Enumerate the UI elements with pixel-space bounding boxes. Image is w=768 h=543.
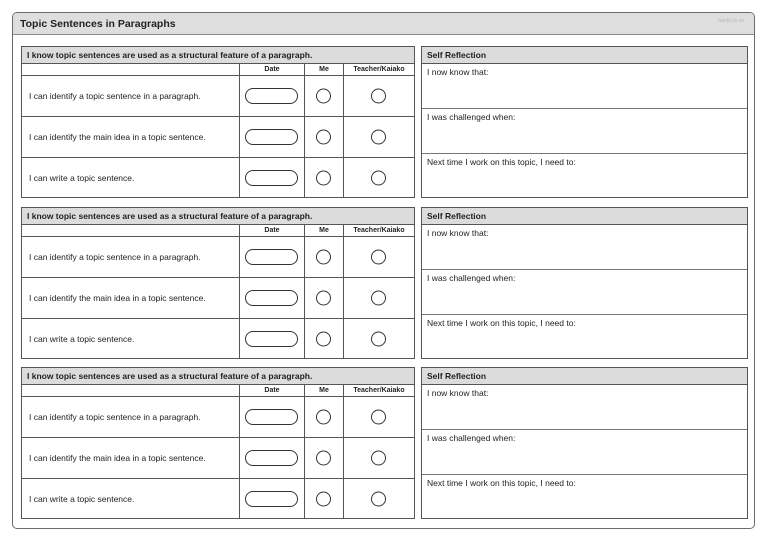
self-check-circle[interactable] xyxy=(316,410,331,425)
assessment-section-3 xyxy=(21,367,750,520)
teacher-check-circle[interactable] xyxy=(371,130,386,145)
date-field[interactable] xyxy=(245,409,298,425)
date-field[interactable] xyxy=(245,331,298,347)
table-row xyxy=(22,319,414,358)
table-row xyxy=(22,397,414,438)
date-column-header: Date xyxy=(264,387,280,394)
reflection-prompt: I was challenged when: xyxy=(427,273,516,283)
self-reflection-panel xyxy=(421,367,748,519)
criterion-label: I can identify a topic sentence in a paragraph. xyxy=(29,91,201,101)
reflection-prompt: I was challenged when: xyxy=(427,433,516,443)
table-row xyxy=(22,117,414,158)
self-check-circle[interactable] xyxy=(316,130,331,145)
self-check-circle[interactable] xyxy=(316,250,331,265)
table-row xyxy=(22,237,414,278)
date-field[interactable] xyxy=(245,129,298,145)
self-check-circle[interactable] xyxy=(316,89,331,104)
reflection-prompt: Next time I work on this topic, I need to: xyxy=(427,478,576,488)
reflection-field[interactable] xyxy=(422,385,747,430)
objective-heading: I know topic sentences are used as a structural feature of a paragraph. xyxy=(22,47,414,64)
me-column-header: Me xyxy=(319,387,329,394)
reflection-field[interactable] xyxy=(422,270,747,315)
self-reflection-heading: Self Reflection xyxy=(422,47,747,64)
date-field[interactable] xyxy=(245,290,298,306)
date-field[interactable] xyxy=(245,249,298,265)
me-column-header: Me xyxy=(319,227,329,234)
teacher-check-circle[interactable] xyxy=(371,170,386,185)
self-check-circle[interactable] xyxy=(316,491,331,506)
self-check-circle[interactable] xyxy=(316,170,331,185)
reflection-prompt: I was challenged when: xyxy=(427,112,516,122)
worksheet xyxy=(12,12,755,529)
date-field[interactable] xyxy=(245,88,298,104)
teacher-check-circle[interactable] xyxy=(371,491,386,506)
criterion-label: I can identify the main idea in a topic sentence. xyxy=(29,132,206,142)
criterion-label: I can identify the main idea in a topic sentence. xyxy=(29,453,206,463)
reflection-prompt: I now know that: xyxy=(427,228,489,238)
date-column-header: Date xyxy=(264,227,280,234)
self-reflection-heading: Self Reflection xyxy=(422,208,747,225)
criterion-label: I can write a topic sentence. xyxy=(29,172,135,183)
reflection-field[interactable] xyxy=(422,475,747,518)
criterion-label: I can write a topic sentence. xyxy=(29,333,135,344)
reflection-prompt: I now know that: xyxy=(427,67,489,77)
self-check-circle[interactable] xyxy=(316,331,331,346)
objective-heading: I know topic sentences are used as a structural feature of a paragraph. xyxy=(22,208,414,225)
reflection-prompt: I now know that: xyxy=(427,388,489,398)
table-row xyxy=(22,76,414,117)
assessment-section-1 xyxy=(21,46,750,199)
teacher-check-circle[interactable] xyxy=(371,451,386,466)
table-row xyxy=(22,479,414,518)
table-row xyxy=(22,278,414,319)
page-title: Topic Sentences in Paragraphs xyxy=(20,18,176,30)
checklist-table xyxy=(21,207,415,359)
date-field[interactable] xyxy=(245,170,298,186)
objective-heading: I know topic sentences are used as a structural feature of a paragraph. xyxy=(22,368,414,385)
date-column-header: Date xyxy=(264,66,280,73)
watermark: twinkl.co.nz xyxy=(718,18,744,24)
assessment-section-2 xyxy=(21,207,750,360)
self-check-circle[interactable] xyxy=(316,291,331,306)
self-reflection-panel xyxy=(421,46,748,198)
criterion-label: I can identify a topic sentence in a paragraph. xyxy=(29,412,201,422)
teacher-column-header: Teacher/Kaiako xyxy=(353,387,405,394)
self-check-circle[interactable] xyxy=(316,451,331,466)
reflection-field[interactable] xyxy=(422,225,747,270)
teacher-check-circle[interactable] xyxy=(371,89,386,104)
teacher-check-circle[interactable] xyxy=(371,250,386,265)
teacher-check-circle[interactable] xyxy=(371,410,386,425)
table-row xyxy=(22,158,414,197)
column-header-row xyxy=(22,385,414,397)
criterion-label: I can identify the main idea in a topic sentence. xyxy=(29,293,206,303)
teacher-check-circle[interactable] xyxy=(371,331,386,346)
column-header-row xyxy=(22,225,414,237)
reflection-field[interactable] xyxy=(422,154,747,197)
reflection-field[interactable] xyxy=(422,430,747,475)
worksheet-header xyxy=(13,13,754,35)
checklist-table xyxy=(21,46,415,198)
teacher-column-header: Teacher/Kaiako xyxy=(353,66,405,73)
reflection-field[interactable] xyxy=(422,64,747,109)
reflection-prompt: Next time I work on this topic, I need to: xyxy=(427,157,576,167)
reflection-field[interactable] xyxy=(422,109,747,154)
reflection-field[interactable] xyxy=(422,315,747,358)
self-reflection-panel xyxy=(421,207,748,359)
date-field[interactable] xyxy=(245,491,298,507)
table-row xyxy=(22,438,414,479)
me-column-header: Me xyxy=(319,66,329,73)
column-header-row xyxy=(22,64,414,76)
checklist-table xyxy=(21,367,415,519)
criterion-label: I can write a topic sentence. xyxy=(29,493,135,504)
teacher-column-header: Teacher/Kaiako xyxy=(353,227,405,234)
date-field[interactable] xyxy=(245,450,298,466)
criterion-label: I can identify a topic sentence in a paragraph. xyxy=(29,252,201,262)
teacher-check-circle[interactable] xyxy=(371,291,386,306)
self-reflection-heading: Self Reflection xyxy=(422,368,747,385)
reflection-prompt: Next time I work on this topic, I need to: xyxy=(427,318,576,328)
